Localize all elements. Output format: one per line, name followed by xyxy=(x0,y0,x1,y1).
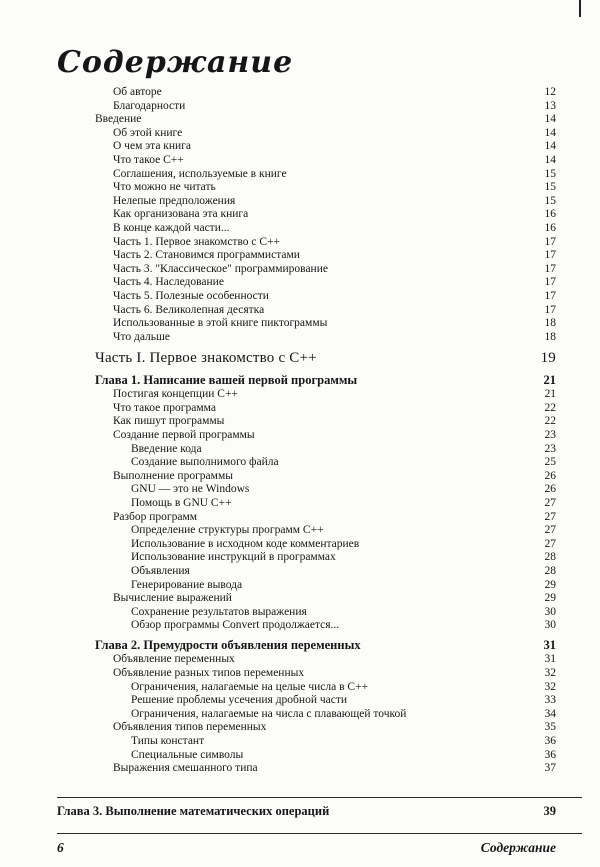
toc-entry xyxy=(57,349,556,368)
toc-entry xyxy=(57,168,556,182)
toc-entry-page: 28 xyxy=(544,551,556,564)
toc-entry-page: 27 xyxy=(544,537,556,550)
folio-page-number: 6 xyxy=(57,840,64,855)
toc-entry-label: Помощь в GNU C++ xyxy=(131,497,232,510)
toc-entry-label: Специальные символы xyxy=(131,748,244,761)
toc-entry-page: 27 xyxy=(544,510,556,523)
toc-entry-page: 32 xyxy=(544,680,556,693)
toc-entry-label: Введение кода xyxy=(131,442,202,455)
toc-entry-label: Выражения смешанного типа xyxy=(113,762,258,775)
toc-entry-page: 26 xyxy=(544,483,556,496)
toc-entry xyxy=(57,538,556,552)
toc-entry xyxy=(57,653,556,667)
scan-edge-mark xyxy=(579,0,581,17)
toc-entry xyxy=(57,100,556,114)
toc-entry xyxy=(57,443,556,457)
toc-entry-page: 17 xyxy=(544,289,556,302)
toc-entry-label: Объявление разных типов переменных xyxy=(113,667,305,680)
toc-entry-page: 21 xyxy=(544,388,556,401)
toc-entry-page: 15 xyxy=(544,181,556,194)
toc-entry-label: В конце каждой части... xyxy=(113,221,230,234)
toc-entry-label: Благодарности xyxy=(113,99,186,112)
toc-entry xyxy=(57,236,556,250)
toc-entry-page: 23 xyxy=(544,442,556,455)
toc-entry xyxy=(57,511,556,525)
toc-entry xyxy=(57,113,556,127)
toc-entry xyxy=(57,497,556,511)
toc-entry-page: 19 xyxy=(540,350,556,367)
toc-entry xyxy=(57,524,556,538)
toc-entry-label: Ограничения, налагаемые на целые числа в C++ xyxy=(131,680,369,693)
toc-entry xyxy=(57,304,556,318)
toc-entry xyxy=(57,317,556,331)
toc-entry-label: Разбор программ xyxy=(113,510,198,523)
toc-entry-label: Часть 3. "Классическое" программирование xyxy=(113,262,328,275)
toc-entry-page: 36 xyxy=(544,748,556,761)
toc-entry-page: 14 xyxy=(544,113,556,126)
toc-entry-page: 30 xyxy=(544,619,556,632)
toc-entry xyxy=(57,456,556,470)
toc-entry xyxy=(57,470,556,484)
toc-entry-page: 17 xyxy=(544,235,556,248)
toc-entry xyxy=(57,402,556,416)
toc-entry-label: Обзор программы Convert продолжается... xyxy=(131,619,340,632)
toc-entry xyxy=(57,638,556,654)
toc-entry xyxy=(57,276,556,290)
toc-entry xyxy=(57,86,556,100)
toc-entry xyxy=(57,249,556,263)
toc-entry-page: 18 xyxy=(544,330,556,343)
toc-entry xyxy=(57,290,556,304)
toc-entry-page: 26 xyxy=(544,469,556,482)
toc-entry xyxy=(57,181,556,195)
toc-entry-page: 12 xyxy=(544,86,556,98)
toc-entry-label: Глава 2. Премудрости объявления переменных xyxy=(95,637,361,652)
toc-entry-label: Часть 2. Становимся программистами xyxy=(113,249,300,262)
toc-entry-page: 17 xyxy=(544,262,556,275)
divider-above-chapter3 xyxy=(57,797,582,798)
toc-entry-label: Создание первой программы xyxy=(113,429,255,442)
toc-entry xyxy=(57,565,556,579)
toc-entry-label: Решение проблемы усечения дробной части xyxy=(131,694,348,707)
toc-entry-page: 28 xyxy=(544,565,556,577)
toc-entry-page: 27 xyxy=(544,497,556,510)
toc-entry-page: 15 xyxy=(544,167,556,180)
toc-entry-label: Об этой книге xyxy=(113,126,183,139)
page-footer xyxy=(57,840,556,856)
toc-entry xyxy=(57,140,556,154)
toc-entry-page: 23 xyxy=(544,429,556,442)
running-title: Содержание xyxy=(480,840,556,855)
toc-entry-label: Сохранение результатов выражения xyxy=(131,605,307,618)
toc-entry-chapter3 xyxy=(57,804,556,819)
toc-entry xyxy=(57,721,556,735)
toc-entry-label: Ограничения, налагаемые на числа с плавающей точкой xyxy=(131,707,407,720)
toc-entry-page: 35 xyxy=(544,721,556,734)
toc-entry-label: Часть 1. Первое знакомство с C++ xyxy=(113,235,281,248)
toc-entry-page: 16 xyxy=(544,208,556,221)
toc-entry-page: 16 xyxy=(544,221,556,234)
toc-entry xyxy=(57,749,556,763)
toc-entry xyxy=(57,154,556,168)
toc-entry xyxy=(57,551,556,565)
toc-entry xyxy=(57,694,556,708)
toc-entry-page: 29 xyxy=(544,578,556,591)
toc-entry-label: Использованные в этой книге пиктограммы xyxy=(113,317,328,330)
toc-entry xyxy=(57,483,556,497)
toc-entry-page: 37 xyxy=(544,762,556,775)
toc-entry-page: 32 xyxy=(544,667,556,680)
toc-entry-page: 17 xyxy=(544,249,556,262)
toc-entry xyxy=(57,681,556,695)
toc-entry-label: Часть I. Первое знакомство с C++ xyxy=(95,350,317,367)
toc-entry-page: 25 xyxy=(544,456,556,469)
toc-entry-label: О чем эта книга xyxy=(113,140,192,153)
toc-entry-label: Генерирование вывода xyxy=(131,578,243,591)
toc-entry-label: Часть 4. Наследование xyxy=(113,276,224,289)
toc-entry xyxy=(57,429,556,443)
toc-entry-label: Как организована эта книга xyxy=(113,208,249,221)
toc-entry xyxy=(57,762,556,776)
toc-entry-page: 34 xyxy=(544,707,556,720)
toc-entry xyxy=(57,415,556,429)
toc-entry-page: 18 xyxy=(544,317,556,330)
toc-entry-label: Глава 3. Выполнение математических операций xyxy=(57,804,330,818)
toc-entry xyxy=(57,373,556,389)
toc-list xyxy=(57,86,556,776)
toc-entry-label: Как пишут программы xyxy=(113,415,225,428)
toc-entry xyxy=(57,735,556,749)
toc-entry-page: 13 xyxy=(544,99,556,112)
toc-entry-page: 33 xyxy=(544,694,556,707)
toc-entry xyxy=(57,263,556,277)
toc-entry-label: Использование в исходном коде комментариев xyxy=(131,537,360,550)
toc-entry-label: Вычисление выражений xyxy=(113,592,232,605)
toc-entry-label: Объявление переменных xyxy=(113,653,235,666)
toc-entry-label: Что дальше xyxy=(113,330,170,343)
toc-entry-label: Использование инструкций в программах xyxy=(131,551,336,564)
toc-entry xyxy=(57,606,556,620)
toc-entry-label: Глава 1. Написание вашей первой программы xyxy=(95,372,358,387)
toc-entry xyxy=(57,195,556,209)
toc-entry-label: Что можно не читать xyxy=(113,181,216,194)
toc-entry-page: 14 xyxy=(544,153,556,166)
toc-entry-label: Нелепые предположения xyxy=(113,194,236,207)
toc-entry-page: 30 xyxy=(544,605,556,618)
toc-entry-page: 22 xyxy=(544,401,556,414)
toc-entry-page: 17 xyxy=(544,303,556,316)
toc-entry-page: 36 xyxy=(544,735,556,748)
toc-entry xyxy=(57,592,556,606)
toc-entry-label: Объявления xyxy=(131,565,190,577)
toc-entry-page: 27 xyxy=(544,524,556,537)
toc-entry-label: Что такое программа xyxy=(113,401,216,414)
toc-entry xyxy=(57,331,556,345)
toc-entry-page: 17 xyxy=(544,276,556,289)
toc-entry-label: Введение xyxy=(95,113,142,126)
toc-entry-page: 29 xyxy=(544,592,556,605)
toc-entry xyxy=(57,222,556,236)
toc-entry xyxy=(57,388,556,402)
toc-entry-page: 15 xyxy=(544,194,556,207)
toc-entry-page: 21 xyxy=(543,372,556,387)
toc-entry-label: Об авторе xyxy=(113,86,162,98)
toc-entry-label: Часть 5. Полезные особенности xyxy=(113,289,269,302)
toc-entry-page: 31 xyxy=(544,653,556,666)
toc-entry xyxy=(57,579,556,593)
footer-divider xyxy=(57,833,582,834)
toc-entry xyxy=(57,667,556,681)
toc-entry-label: Типы констант xyxy=(131,735,205,748)
toc-entry xyxy=(57,619,556,633)
toc-entry-label: Что такое C++ xyxy=(113,153,184,166)
toc-entry xyxy=(57,127,556,141)
toc-entry-label: Соглашения, используемые в книге xyxy=(113,167,287,180)
toc-entry-page: 39 xyxy=(543,804,556,818)
toc-entry-page: 14 xyxy=(544,126,556,139)
page-title: Содержание xyxy=(57,45,294,80)
toc-entry-page: 22 xyxy=(544,415,556,428)
toc-entry-label: Объявления типов переменных xyxy=(113,721,267,734)
toc-entry-label: GNU — это не Windows xyxy=(131,483,250,496)
toc-entry xyxy=(57,208,556,222)
toc-entry-label: Часть 6. Великолепная десятка xyxy=(113,303,265,316)
toc-entry-label: Выполнение программы xyxy=(113,469,233,482)
toc-entry-page: 31 xyxy=(543,637,556,652)
toc-entry-label: Создание выполнимого файла xyxy=(131,456,279,469)
toc-entry xyxy=(57,708,556,722)
toc-entry-label: Определение структуры программ C++ xyxy=(131,524,324,537)
toc-entry-label: Постигая концепции C++ xyxy=(113,388,238,401)
toc-entry-page: 14 xyxy=(544,140,556,153)
